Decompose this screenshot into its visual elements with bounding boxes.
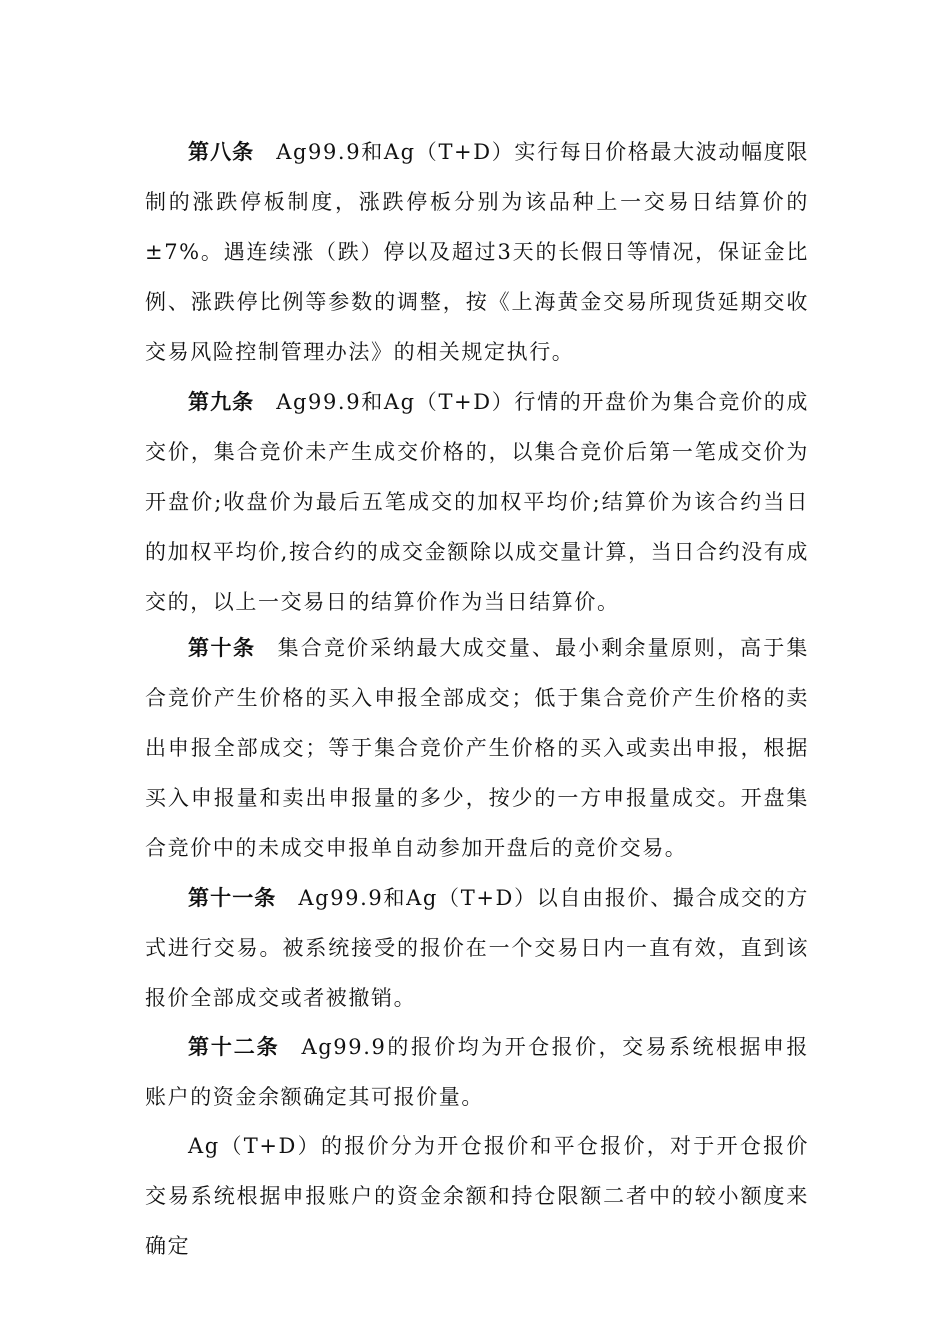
paragraph-body: Ag（T+D）的报价分为开仓报价和平仓报价，对于开仓报价交易系统根据申报账户的资金余额和持仓限额二者中的较小额度来确定 — [145, 1134, 809, 1258]
article-heading: 第十二条 — [188, 1034, 280, 1059]
article-8-paragraph — [145, 127, 809, 377]
article-heading: 第八条 — [188, 139, 255, 164]
article-heading: 第十一条 — [188, 885, 277, 910]
article-12-paragraph — [145, 1022, 809, 1122]
article-11-paragraph — [145, 873, 809, 1023]
article-12-continuation-paragraph — [145, 1121, 809, 1271]
article-heading: 第九条 — [188, 389, 255, 414]
article-body: Ag99.9和Ag（T+D）实行每日价格最大波动幅度限制的涨跌停板制度，涨跌停板分别为该品种上一交易日结算价的±7%。遇连续涨（跌）停以及超过3天的长假日等情况，保证金比例、涨跌停比例等参数的调整，按《上海黄金交易所现货延期交收交易风险控制管理办法》的相关规定执行。 — [145, 140, 809, 364]
article-10-paragraph — [145, 623, 809, 873]
article-body: 集合竞价采纳最大成交量、最小剩余量原则，高于集合竞价产生价格的买入申报全部成交；低于集合竞价产生价格的卖出申报全部成交；等于集合竞价产生价格的买入或卖出申报，根据买入申报量和卖出申报量的多少，按少的一方申报量成交。开盘集合竞价中的未成交申报单自动参加开盘后的竞价交易。 — [145, 636, 809, 860]
article-body: Ag99.9的报价均为开仓报价，交易系统根据申报账户的资金余额确定其可报价量。 — [145, 1035, 810, 1109]
article-body: Ag99.9和Ag（T+D）行情的开盘价为集合竞价的成交价，集合竞价未产生成交价格的，以集合竞价后第一笔成交价为开盘价;收盘价为最后五笔成交的加权平均价;结算价为该合约当日的加权平均价,按合约的成交金额除以成交量计算，当日合约没有成交的，以上一交易日的结算价作为当日结算价。 — [145, 390, 809, 614]
article-9-paragraph — [145, 377, 809, 627]
article-body: Ag99.9和Ag（T+D）以自由报价、撮合成交的方式进行交易。被系统接受的报价在一个交易日内一直有效，直到该报价全部成交或者被撤销。 — [145, 886, 810, 1010]
article-heading: 第十条 — [188, 635, 256, 660]
